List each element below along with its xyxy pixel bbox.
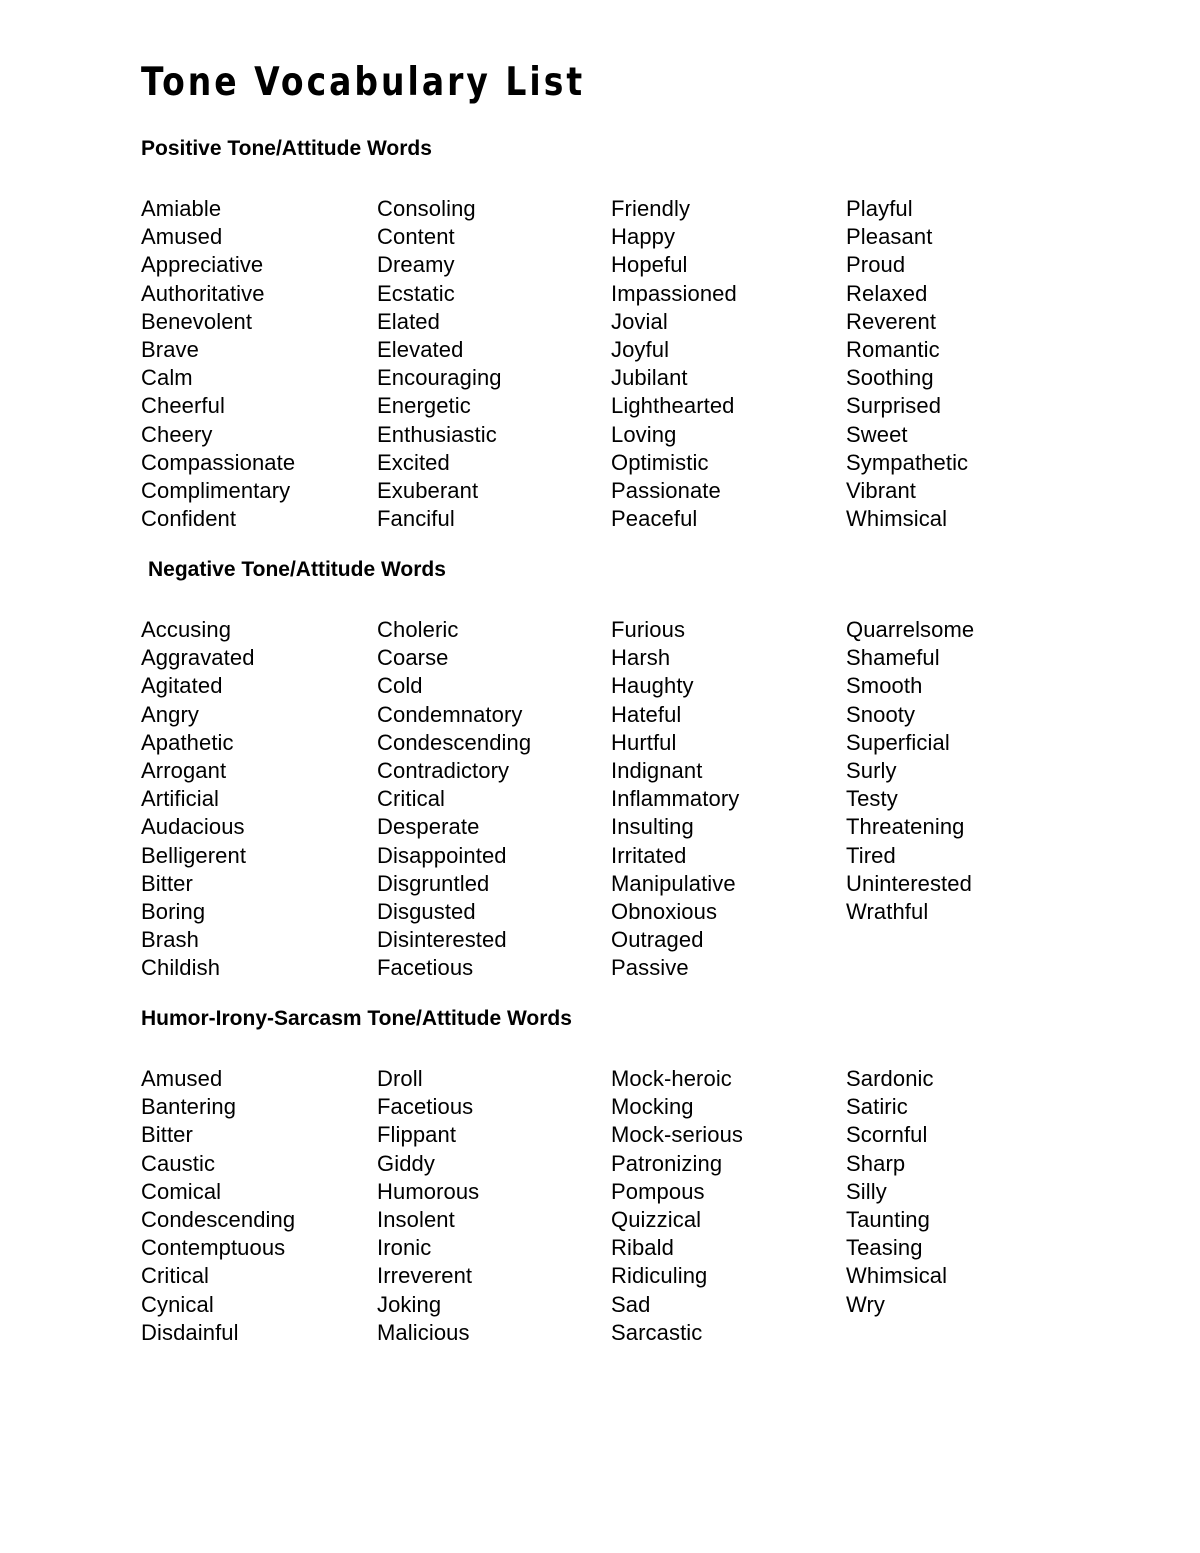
word-item: Benevolent (141, 308, 253, 334)
word-item: Encouraging (377, 365, 502, 391)
word-item: Contemptuous (141, 1235, 286, 1261)
word-item: Furious (611, 617, 686, 642)
word-item: Passionate (611, 477, 721, 503)
word-item: Tired (846, 842, 896, 868)
word-item: Boring (141, 898, 206, 924)
section-heading: Negative Tone/Attitude Words (148, 558, 446, 581)
word-item: Arrogant (141, 757, 227, 783)
word-item: Surprised (846, 393, 942, 419)
word-item: Joking (377, 1291, 442, 1317)
word-column-2 (377, 1065, 607, 1347)
word-item: Teasing (846, 1235, 923, 1261)
word-item: Pompous (611, 1178, 705, 1204)
word-item: Satiric (846, 1094, 908, 1120)
word-item: Quarrelsome (846, 617, 975, 642)
word-item: Testy (846, 786, 898, 812)
word-item: Pleasant (846, 224, 933, 250)
word-item: Amiable (141, 196, 222, 221)
word-item: Contradictory (377, 757, 510, 783)
word-column-4 (846, 1065, 1076, 1319)
section-positive (141, 137, 1081, 595)
word-item: Appreciative (141, 252, 264, 278)
word-item: Superficial (846, 729, 950, 755)
word-item: Reverent (846, 308, 937, 334)
word-item: Happy (611, 224, 676, 250)
word-item: Hateful (611, 701, 682, 727)
word-item: Belligerent (141, 842, 247, 868)
word-item: Insolent (377, 1206, 455, 1232)
word-item: Amused (141, 224, 223, 250)
word-item: Critical (141, 1263, 210, 1289)
word-item: Audacious (141, 814, 245, 840)
word-item: Humorous (377, 1178, 480, 1204)
word-item: Taunting (846, 1206, 930, 1232)
word-item: Snooty (846, 701, 916, 727)
word-item: Loving (611, 421, 677, 447)
word-item: Patronizing (611, 1150, 723, 1176)
word-item: Romantic (846, 336, 940, 362)
word-item: Disappointed (377, 842, 507, 868)
word-item: Condemnatory (377, 701, 523, 727)
word-item: Ironic (377, 1235, 432, 1261)
word-item: Shameful (846, 645, 940, 671)
word-item: Ridiculing (611, 1263, 708, 1289)
word-column-3 (611, 616, 841, 982)
word-item: Condescending (377, 729, 532, 755)
word-item: Excited (377, 449, 450, 475)
section-heading: Positive Tone/Attitude Words (141, 137, 432, 160)
word-item: Disdainful (141, 1319, 239, 1345)
word-item: Angry (141, 701, 199, 727)
word-column-2 (377, 195, 607, 533)
word-item: Mocking (611, 1094, 694, 1120)
word-item: Threatening (846, 814, 965, 840)
word-item: Desperate (377, 814, 480, 840)
word-item: Dreamy (377, 252, 455, 278)
word-column-2 (377, 616, 607, 982)
word-item: Outraged (611, 927, 704, 953)
word-item: Fanciful (377, 506, 455, 532)
section-negative (141, 558, 1081, 1016)
word-column-1 (141, 1065, 371, 1347)
word-item: Lighthearted (611, 393, 735, 419)
word-item: Comical (141, 1178, 222, 1204)
word-item: Accusing (141, 617, 232, 642)
word-item: Cheerful (141, 393, 225, 419)
word-item: Energetic (377, 393, 471, 419)
word-column-3 (611, 1065, 841, 1347)
word-item: Surly (846, 757, 897, 783)
word-column-3 (611, 195, 841, 533)
word-item: Relaxed (846, 280, 928, 306)
word-item: Elevated (377, 336, 464, 362)
word-item: Smooth (846, 673, 923, 699)
word-item: Obnoxious (611, 898, 718, 924)
word-item: Sweet (846, 421, 908, 447)
word-item: Irritated (611, 842, 687, 868)
word-item: Aggravated (141, 645, 255, 671)
word-item: Wrathful (846, 898, 929, 924)
word-item: Agitated (141, 673, 223, 699)
word-item: Apathetic (141, 729, 234, 755)
word-item: Uninterested (846, 870, 972, 896)
word-item: Bitter (141, 1122, 193, 1148)
word-item: Cheery (141, 421, 213, 447)
word-item: Complimentary (141, 477, 291, 503)
word-item: Sarcastic (611, 1319, 703, 1345)
document-title: Tone Vocabulary List (141, 58, 586, 105)
word-item: Flippant (377, 1122, 457, 1148)
section-humor (141, 1007, 1081, 1465)
word-columns (141, 195, 1081, 595)
word-item: Content (377, 224, 455, 250)
word-item: Sardonic (846, 1066, 934, 1091)
word-item: Joyful (611, 336, 670, 362)
word-item: Passive (611, 955, 689, 981)
word-item: Harsh (611, 645, 671, 671)
word-item: Scornful (846, 1122, 928, 1148)
word-item: Whimsical (846, 506, 948, 532)
word-item: Disgruntled (377, 870, 490, 896)
word-item: Authoritative (141, 280, 265, 306)
word-item: Friendly (611, 196, 691, 221)
word-item: Childish (141, 955, 221, 981)
word-item: Mock-heroic (611, 1066, 732, 1091)
word-item: Choleric (377, 617, 459, 642)
word-item: Facetious (377, 1094, 474, 1120)
word-item: Confident (141, 506, 237, 532)
word-item: Elated (377, 308, 440, 334)
word-item: Ecstatic (377, 280, 455, 306)
word-item: Whimsical (846, 1263, 948, 1289)
word-item: Giddy (377, 1150, 435, 1176)
word-item: Cold (377, 673, 423, 699)
word-item: Sympathetic (846, 449, 969, 475)
word-item: Hopeful (611, 252, 688, 278)
word-item: Facetious (377, 955, 474, 981)
word-item: Hurtful (611, 729, 677, 755)
word-column-4 (846, 195, 1076, 533)
word-item: Enthusiastic (377, 421, 497, 447)
word-item: Jovial (611, 308, 668, 334)
word-item: Critical (377, 786, 446, 812)
word-item: Calm (141, 365, 193, 391)
word-item: Insulting (611, 814, 694, 840)
word-item: Proud (846, 252, 906, 278)
word-item: Inflammatory (611, 786, 740, 812)
word-item: Brash (141, 927, 199, 953)
word-item: Condescending (141, 1206, 296, 1232)
word-item: Playful (846, 196, 913, 221)
word-item: Malicious (377, 1319, 470, 1345)
word-columns (141, 616, 1081, 1016)
word-item: Brave (141, 336, 199, 362)
word-item: Irreverent (377, 1263, 473, 1289)
word-item: Vibrant (846, 477, 917, 503)
word-column-4 (846, 616, 1076, 926)
word-item: Indignant (611, 757, 703, 783)
word-item: Amused (141, 1066, 223, 1091)
word-item: Peaceful (611, 506, 698, 532)
word-item: Caustic (141, 1150, 216, 1176)
word-item: Ribald (611, 1235, 674, 1261)
word-item: Manipulative (611, 870, 736, 896)
word-item: Artificial (141, 786, 220, 812)
word-item: Droll (377, 1066, 423, 1091)
word-item: Coarse (377, 645, 449, 671)
word-item: Mock-serious (611, 1122, 744, 1148)
word-item: Exuberant (377, 477, 479, 503)
word-item: Compassionate (141, 449, 296, 475)
word-item: Optimistic (611, 449, 709, 475)
word-item: Disgusted (377, 898, 476, 924)
word-item: Jubilant (611, 365, 688, 391)
word-column-1 (141, 616, 371, 982)
word-item: Sad (611, 1291, 651, 1317)
word-item: Disinterested (377, 927, 507, 953)
word-item: Consoling (377, 196, 476, 221)
word-item: Quizzical (611, 1206, 702, 1232)
word-item: Soothing (846, 365, 934, 391)
word-item: Haughty (611, 673, 694, 699)
word-item: Impassioned (611, 280, 737, 306)
word-item: Sharp (846, 1150, 906, 1176)
word-item: Silly (846, 1178, 887, 1204)
word-item: Bitter (141, 870, 193, 896)
section-heading: Humor-Irony-Sarcasm Tone/Attitude Words (141, 1007, 572, 1030)
word-column-1 (141, 195, 371, 533)
word-item: Bantering (141, 1094, 237, 1120)
word-item: Cynical (141, 1291, 214, 1317)
word-columns (141, 1065, 1081, 1465)
word-item: Wry (846, 1291, 885, 1317)
